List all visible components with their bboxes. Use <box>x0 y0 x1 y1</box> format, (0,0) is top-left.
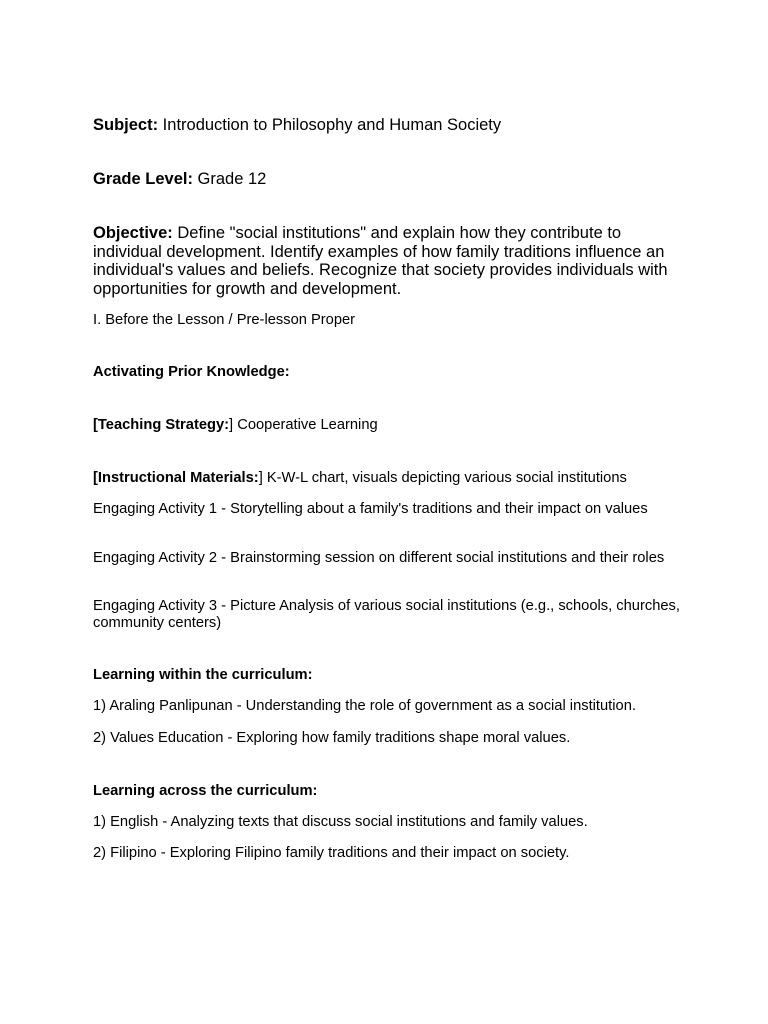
activity-2: Engaging Activity 2 - Brainstorming session on different social institutions and their roles <box>93 550 665 566</box>
grade-level-label: Grade Level: <box>93 170 193 188</box>
instructional-materials-line <box>93 470 683 487</box>
section-heading: I. Before the Lesson / Pre-lesson Proper <box>93 312 356 328</box>
learning-across-heading <box>93 783 683 800</box>
instructional-materials-label: [Instructional Materials: <box>93 470 259 486</box>
learning-within-item-1: 1) Araling Panlipunan - Understanding the role of government as a social institution. <box>93 698 636 714</box>
activity-3: Engaging Activity 3 - Picture Analysis of various social institutions (e.g., schools, churches, community centers) <box>93 598 680 631</box>
learning-within-heading <box>93 667 683 684</box>
learning-within-label: Learning within the curriculum: <box>93 667 313 683</box>
objective-label: Objective: <box>93 224 173 242</box>
teaching-strategy-line <box>93 417 683 434</box>
activating-prior-knowledge-heading <box>93 364 683 381</box>
objective-text: Define "social institutions" and explain how they contribute to individual development. Identify examples of how family traditions influence an individual's values and beliefs. Recognize that society provides individuals with opportunities for growth and development. <box>93 224 668 299</box>
grade-level-value: Grade 12 <box>192 170 267 188</box>
grade-level-line <box>93 170 683 189</box>
instructional-materials-value: ] K-W-L chart, visuals depicting various social institutions <box>258 470 627 486</box>
subject-line <box>93 116 683 135</box>
learning-across-item-2: 2) Filipino - Exploring Filipino family traditions and their impact on society. <box>93 845 570 861</box>
teaching-strategy-label: [Teaching Strategy: <box>93 417 230 433</box>
activity-1: Engaging Activity 1 - Storytelling about a family's traditions and their impact on values <box>93 501 648 517</box>
teaching-strategy-value: ] Cooperative Learning <box>229 417 378 433</box>
subject-value: Introduction to Philosophy and Human Society <box>158 116 502 134</box>
subject-label: Subject: <box>93 116 159 134</box>
learning-within-item-2: 2) Values Education - Exploring how family traditions shape moral values. <box>93 730 571 746</box>
objective-paragraph <box>93 224 683 299</box>
activating-prior-knowledge-label: Activating Prior Knowledge: <box>93 364 290 380</box>
learning-across-item-1: 1) English - Analyzing texts that discuss social institutions and family values. <box>93 814 588 830</box>
learning-across-label: Learning across the curriculum: <box>93 783 318 799</box>
